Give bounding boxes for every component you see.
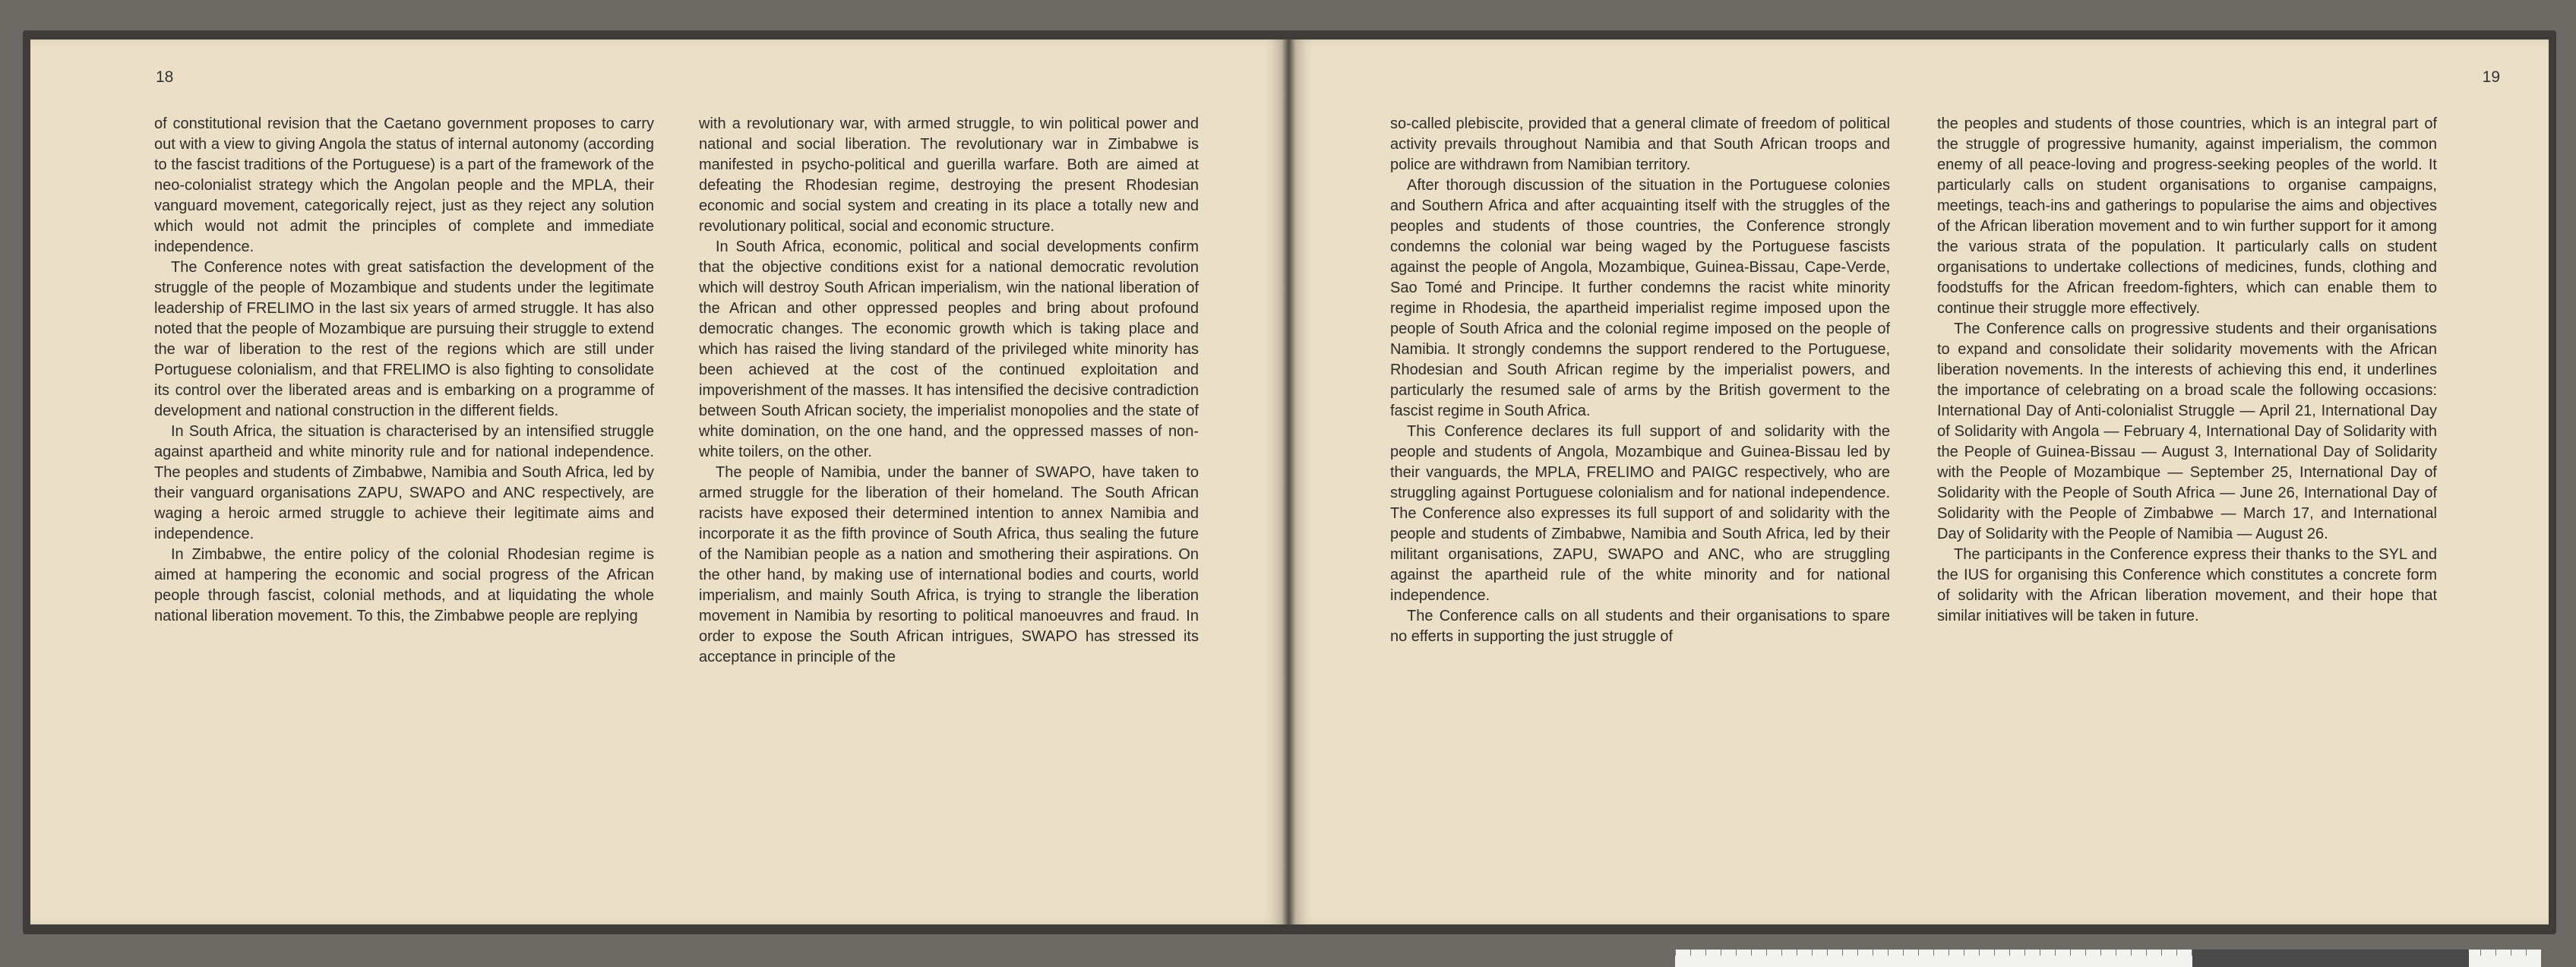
page-number-right: 19 bbox=[2482, 68, 2500, 86]
left-page-column-1 bbox=[154, 114, 654, 627]
paragraph: the peoples and students of those countries, which is an integral part of the struggle of progressive humanity, against imperialism, the common enemy of all peace-loving and progress-seeking peoples of the world. It particularly calls on student organisations to organise campaigns, meetings, teach-ins and gatherings to popularise the aims and objectives of the African liberation movement and to win further support for it among the various strata of the population. It particularly calls on student organisations to undertake collections of medicines, funds, clothing and foodstuffs for the African freedom-fighters, which can enable them to continue their struggle more effectively. bbox=[1937, 115, 2437, 317]
paragraph: of constitutional revision that the Caetano government proposes to carry out with a view to giving Angola the status of internal autonomy (according to the fascist traditions of the Portuguese) is a part of the framework of the neo-colonialist strategy which the Angolan people and the MPLA, their vanguard movement, categorically reject, just as they reject any solution which would not admit the principles of complete and immediate independence. bbox=[154, 115, 654, 255]
paragraph: The Conference calls on all students and their organisations to spare no efferts in supporting the just struggle of bbox=[1390, 608, 1890, 645]
paragraph: In Zimbabwe, the entire policy of the colonial Rhodesian regime is aimed at hampering the economic and social progress of the African people through fascist, colonial methods, and at liquidating the whole national liberation movement. To this, the Zimbabwe people are replying bbox=[154, 546, 654, 624]
paragraph: In South Africa, economic, political and social developments confirm that the objective conditions exist for a national democratic revolution which will destroy South African imperialism, win the national liberation of the African and other oppressed peoples and bring about profound democratic changes. The economic growth which is taking place and which has raised the living standard of the privileged white minority has been achieved at the cost of the continued exploitation and impoverishment of the masses. It has intensified the decisive contradiction between South African society, the imperialist monopolies and the state of white domination, on the one hand, and the oppressed masses of non-white toilers, on the other. bbox=[699, 239, 1199, 460]
ruler-dark-segment bbox=[2192, 950, 2469, 967]
paragraph: with a revolutionary war, with armed struggle, to win political power and national and social liberation. The revolutionary war in Zimbabwe is manifested in psycho-political and guerilla warfare. Both are aimed at defeating the Rhodesian regime, destroying the present Rhodesian economic and social system and creating in its place a totally new and revolutionary political, social and economic structure. bbox=[699, 115, 1199, 235]
left-page-column-2 bbox=[699, 114, 1199, 668]
paragraph: In South Africa, the situation is characterised by an intensified struggle against apartheid and white minority rule and for national independence. The peoples and students of Zimbabwe, Namibia and South Africa, led by their vanguard organisations ZAPU, SWAPO and ANC respectively, are waging a heroic armed struggle to achieve their legitimate aims and independence. bbox=[154, 423, 654, 542]
paragraph: After thorough discussion of the situation in the Portuguese colonies and Southern Africa and after acquainting itself with the struggles of the peoples and students of those countries, the Conference strongly condemns the colonial war being waged by the Portuguese fascists against the people of Angola, Mozambique, Guinea-Bissau, Cape-Verde, Sao Tomé and Principe. It further condemns the racist white minority regime in Rhodesia, the apartheid imperialist regime imposed upon the people of South Africa and the colonial regime imposed on the people of Namibia. It strongly condemns the support rendered to the Portuguese, Rhodesian and South African regime by the imperialist powers, and particularly the resumed sale of arms by the British goverment to the fascist regime in South Africa. bbox=[1390, 177, 1890, 419]
paragraph: The Conference calls on progressive students and their organisations to expand and consolidate their solidarity movements with the African liberation novements. In the interests of achieving this end, it underlines the importance of celebrating on a broad scale the following occasions: International Day of Anti-colonialist Struggle — April 21, International Day of Solidarity with Angola — February 4, International Day of Solidarity with the People of Guinea-Bissau — August 3, International Day of Solidarity with the People of Mozambique — September 25, International Day of Solidarity with the People of South Africa — June 26, International Day of Solidarity with the People of Zimbabwe — March 17, and International Day of Solidarity with the People of Namibia — August 26. bbox=[1937, 321, 2437, 542]
paragraph: This Conference declares its full support of and solidarity with the people and students of Angola, Mozambique and Guinea-Bissau led by their vanguards, the MPLA, FRELIMO and PAIGC respectively, who are struggling against Portuguese colonialism and for national independence. The Conference also expresses its full support of and solidarity with the people and students of Zimbabwe, Namibia and South Africa, led by their militant organisations, ZAPU, SWAPO and ANC, who are struggling against the apartheid rule of the white minority and for national independence. bbox=[1390, 423, 1890, 604]
page-number-left: 18 bbox=[156, 68, 174, 86]
paragraph: so-called plebiscite, provided that a general climate of freedom of political activity prevails throughout Namibia and that South African troops and police are withdrawn from Namibian territory. bbox=[1390, 115, 1890, 173]
right-page bbox=[1295, 40, 2549, 924]
left-page bbox=[30, 40, 1282, 924]
right-page-column-1 bbox=[1390, 114, 1890, 647]
paragraph: The Conference notes with great satisfaction the development of the struggle of the people of Mozambique and students under the legitimate leadership of FRELIMO in the last six years of armed struggle. It has also noted that the people of Mozambique are pursuing their struggle to extend the war of liberation to the rest of the regions which are still under Portuguese colonialism, and that FRELIMO is also fighting to consolidate its control over the liberated areas and is embarking on a programme of development and national construction in the different fields. bbox=[154, 259, 654, 419]
paragraph: The people of Namibia, under the banner of SWAPO, have taken to armed struggle for the liberation of their homeland. The South African racists have exposed their determined intention to annex Namibia and incorporate it as the fifth province of South Africa, thus sealing the future of the Namibian people as a nation and smothering their aspirations. On the other hand, by making use of international bodies and courts, world imperialism, and mainly South Africa, is trying to strangle the liberation movement in Namibia by resorting to political manoeuvres and fraud. In order to expose the South African intrigues, SWAPO has stressed its acceptance in principle of the bbox=[699, 464, 1199, 665]
book-gutter bbox=[1282, 40, 1295, 924]
paragraph: The participants in the Conference express their thanks to the SYL and the IUS for organising this Conference which constitutes a concrete form of solidarity with the African liberation movement, and their hope that similar initiatives will be taken in future. bbox=[1937, 546, 2437, 624]
scale-ruler bbox=[1675, 950, 2541, 967]
right-page-column-2 bbox=[1937, 114, 2437, 627]
